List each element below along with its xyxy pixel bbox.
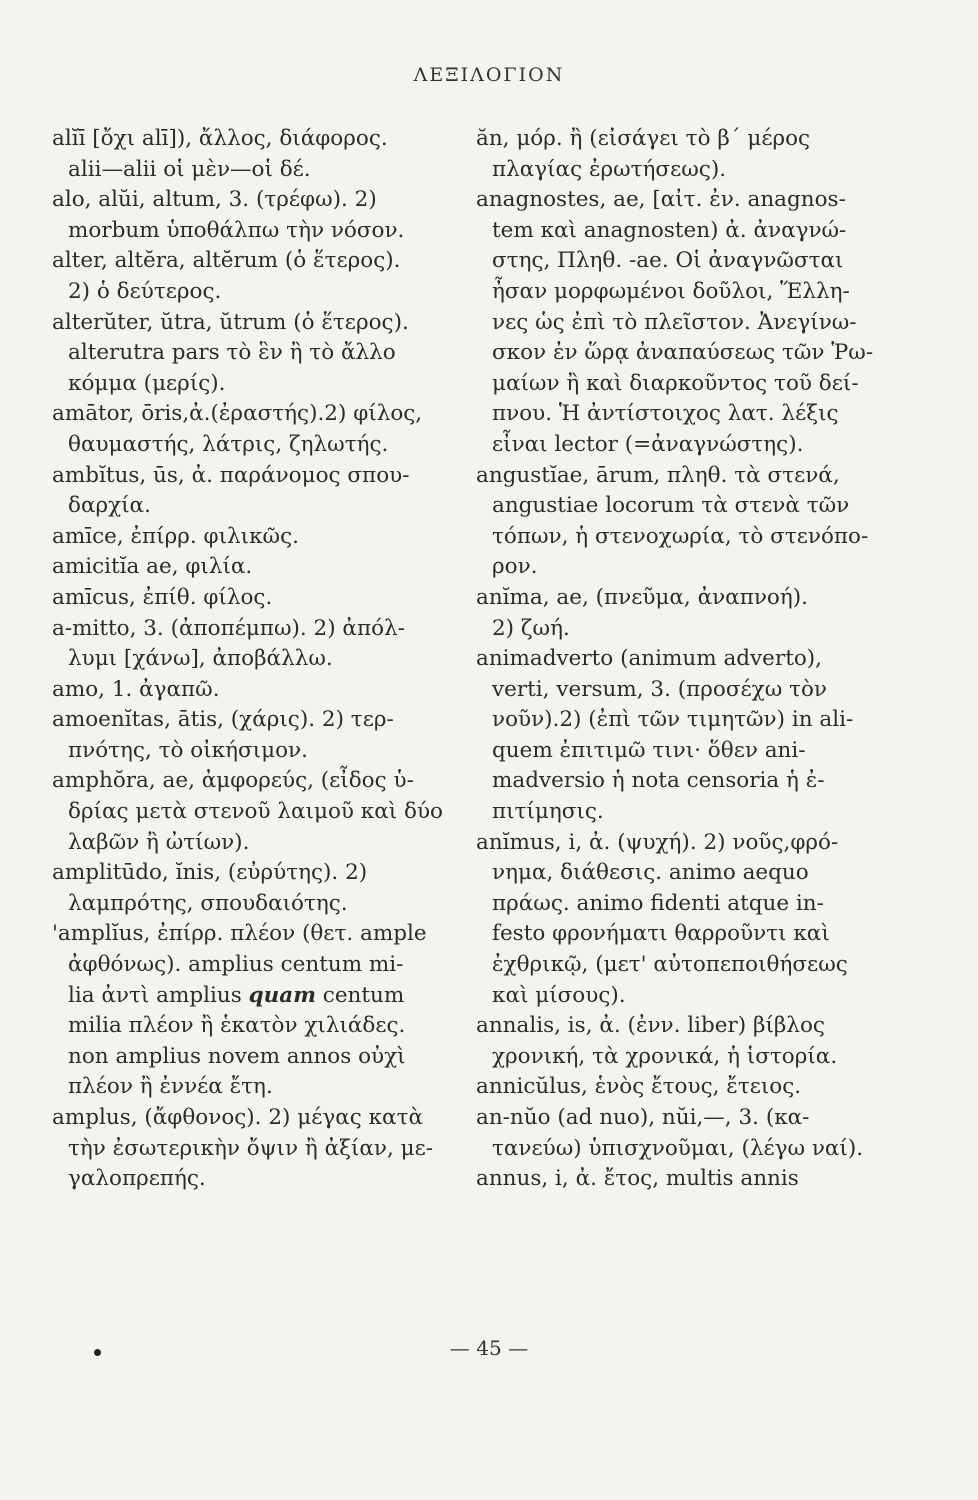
dictionary-line: alterutra pars τὸ ἓν ἢ τὸ ἄλλο: [68, 340, 396, 366]
dictionary-line: morbum ὑποθάλπω τὴν νόσον.: [68, 217, 405, 243]
dictionary-line: amoenĭtas, ātis, (χάρις). 2) τερ-: [52, 707, 394, 733]
dictionary-line: tem καὶ anagnosten) ἀ. ἀναγνώ-: [492, 217, 847, 243]
dictionary-line: verti, versum, 3. (προσέχω τὸν: [492, 676, 827, 702]
dictionary-line: τόπων, ἡ στενοχωρία, τὸ στενόπο-: [492, 523, 869, 549]
dictionary-line: τὴν ἐσωτερικὴν ὄψιν ἢ ἀξίαν, με-: [68, 1135, 434, 1161]
dictionary-line: alo, alŭi, altum, 3. (τρέφω). 2): [52, 187, 377, 213]
dictionary-line: angustiae locorum τὰ στενὰ τῶν: [492, 493, 850, 519]
italic-word: quam: [248, 982, 316, 1008]
dictionary-line: amplitūdo, ĭnis, (εὐρύτης). 2): [52, 860, 368, 886]
dictionary-line: alĭī [ὄχι alī]), ἄλλος, διάφορος.: [52, 126, 388, 151]
dictionary-line: εἶναι lector (=ἀναγνώστης).: [492, 431, 804, 457]
dictionary-line: νημα, διάθεσις. animo aequo: [492, 860, 809, 886]
dictionary-line: πνότης, τὸ οἰκήσιμον.: [68, 737, 308, 763]
dictionary-line: ἀφθόνως). amplius centum mi-: [68, 952, 404, 978]
dictionary-line: amātor, ōris,ἀ.(ἐραστής).2) φίλος,: [52, 401, 423, 427]
dictionary-line: σκον ἐν ὥρᾳ ἀναπαύσεως τῶν Ῥω-: [492, 340, 874, 366]
dictionary-line: πιτίμησις.: [492, 799, 604, 825]
dictionary-line: amphŏra, ae, ἀμφορεύς, (εἶδος ὑ-: [52, 768, 414, 794]
dictionary-line: πράως. animo fidenti atque in-: [492, 890, 824, 916]
dictionary-line: ambĭtus, ūs, ἀ. παράνομος σπου-: [52, 462, 410, 488]
dictionary-line: alterŭter, ŭtra, ŭtrum (ὁ ἕτερος).: [52, 309, 409, 335]
dictionary-line: amicitĭa ae, φιλία.: [52, 554, 253, 580]
dictionary-line: στης, Πληθ. -ae. Οἱ ἀναγνῶσται: [492, 248, 844, 274]
dictionary-line: alii—alii οἱ μὲν—οἱ δέ.: [68, 156, 311, 182]
dictionary-line: milia πλέον ἢ ἑκατὸν χιλιάδες.: [68, 1013, 406, 1039]
dictionary-line: πλαγίας ἐρωτήσεως).: [492, 156, 727, 182]
dictionary-line: κόμμα (μερίς).: [68, 370, 226, 396]
dictionary-line: anĭma, ae, (πνεῦμα, ἀναπνοή).: [476, 584, 808, 610]
dictionary-line: νες ὡς ἐπὶ τὸ πλεῖστον. Ἀνεγίνω-: [492, 309, 857, 335]
dictionary-line: ἦσαν μορφωμένοι δοῦλοι, Ἕλλη-: [492, 278, 850, 304]
dictionary-line: λαμπρότης, σπουδαιότης.: [68, 890, 348, 916]
dictionary-line: a-mitto, 3. (ἀποπέμπω). 2) ἀπόλ-: [52, 615, 405, 641]
dictionary-line: δρίας μετὰ στενοῦ λαιμοῦ καὶ δύο: [68, 799, 443, 825]
dictionary-line: χρονική, τὰ χρονικά, ἡ ἱστορία.: [492, 1043, 838, 1069]
dictionary-line: ăn, μόρ. ἢ (εἰσάγει τὸ β΄ μέρος: [476, 126, 811, 151]
dictionary-line: anagnostes, ae, [αἰτ. ἐν. anagnos-: [476, 187, 846, 213]
dictionary-line: amplus, (ἄφθονος). 2) μέγας κατὰ: [52, 1105, 423, 1130]
dictionary-line: λαβῶν ἢ ὠτίων).: [68, 829, 250, 855]
running-head: ΛΕΞΙΛΟΓΙΟΝ: [413, 64, 565, 86]
dictionary-line: 'amplĭus, ἐπίρρ. πλέον (θετ. ample: [52, 921, 427, 947]
dictionary-line: quem ἐπιτιμῶ τινι· ὅθεν ani-: [492, 737, 806, 763]
dictionary-line: amīce, ἐπίρρ. φιλικῶς.: [52, 523, 299, 549]
left-column: [52, 124, 462, 1195]
dictionary-line: anĭmus, i, ἀ. (ψυχή). 2) νοῦς,φρό-: [476, 829, 839, 855]
dictionary-line: νοῦν).2) (ἐπὶ τῶν τιμητῶν) in ali-: [492, 707, 854, 733]
dictionary-line: annalis, is, ἀ. (ἐνν. liber) βίβλος: [476, 1013, 825, 1039]
page-number: — 45 —: [449, 1336, 529, 1360]
dictionary-line: lia ἀντὶ amplius quam centum: [68, 982, 405, 1008]
dictionary-line: annus, i, ἀ. ἔτος, multis annis: [476, 1166, 799, 1192]
dictionary-line: λυμι [χάνω], ἀποβάλλω.: [68, 646, 333, 672]
dictionary-line: annicŭlus, ἑνὸς ἔτους, ἔτειος.: [476, 1074, 802, 1100]
dictionary-line: καὶ μίσους).: [492, 982, 626, 1008]
dictionary-line: angustĭae, ārum, πληθ. τὰ στενά,: [476, 462, 840, 488]
dictionary-line: alter, altĕra, altĕrum (ὁ ἕτερος).: [52, 248, 401, 274]
dictionary-line: πνου. Ἡ ἀντίστοιχος λατ. λέξις: [492, 401, 839, 427]
dictionary-line: amīcus, ἐπίθ. φίλος.: [52, 584, 273, 610]
dictionary-line: μαίων ἢ καὶ διαρκοῦντος τοῦ δεί-: [492, 370, 859, 396]
dictionary-line: non amplius novem annos οὐχὶ: [68, 1043, 406, 1069]
dictionary-line: animadverto (animum adverto),: [476, 646, 822, 672]
dictionary-line: an-nŭo (ad nuo), nŭi,—, 3. (κα-: [476, 1105, 810, 1130]
dictionary-line: πλέον ἢ ἐννέα ἔτη.: [68, 1074, 273, 1100]
dictionary-line: θαυμαστής, λάτρις, ζηλωτής.: [68, 431, 389, 457]
dictionary-line: τανεύω) ὑπισχνοῦμαι, (λέγω ναί).: [492, 1135, 864, 1161]
dictionary-line: madversio ἡ nota censoria ἡ ἐ-: [492, 768, 825, 794]
right-column: [476, 124, 906, 1195]
dictionary-line: δαρχία.: [68, 493, 151, 519]
dictionary-line: ἐχθρικῷ, (μετ' αὐτοπεποιθήσεως: [492, 952, 848, 978]
dictionary-line: amo, 1. ἀγαπῶ.: [52, 676, 220, 702]
dictionary-line: γαλοπρεπής.: [68, 1166, 206, 1192]
dictionary-line: 2) ζωή.: [492, 615, 570, 641]
dictionary-line: festo φρονήματι θαρροῦντι καὶ: [492, 921, 830, 947]
dictionary-line: ρον.: [492, 554, 538, 580]
dictionary-line: 2) ὁ δεύτερος.: [68, 278, 222, 304]
